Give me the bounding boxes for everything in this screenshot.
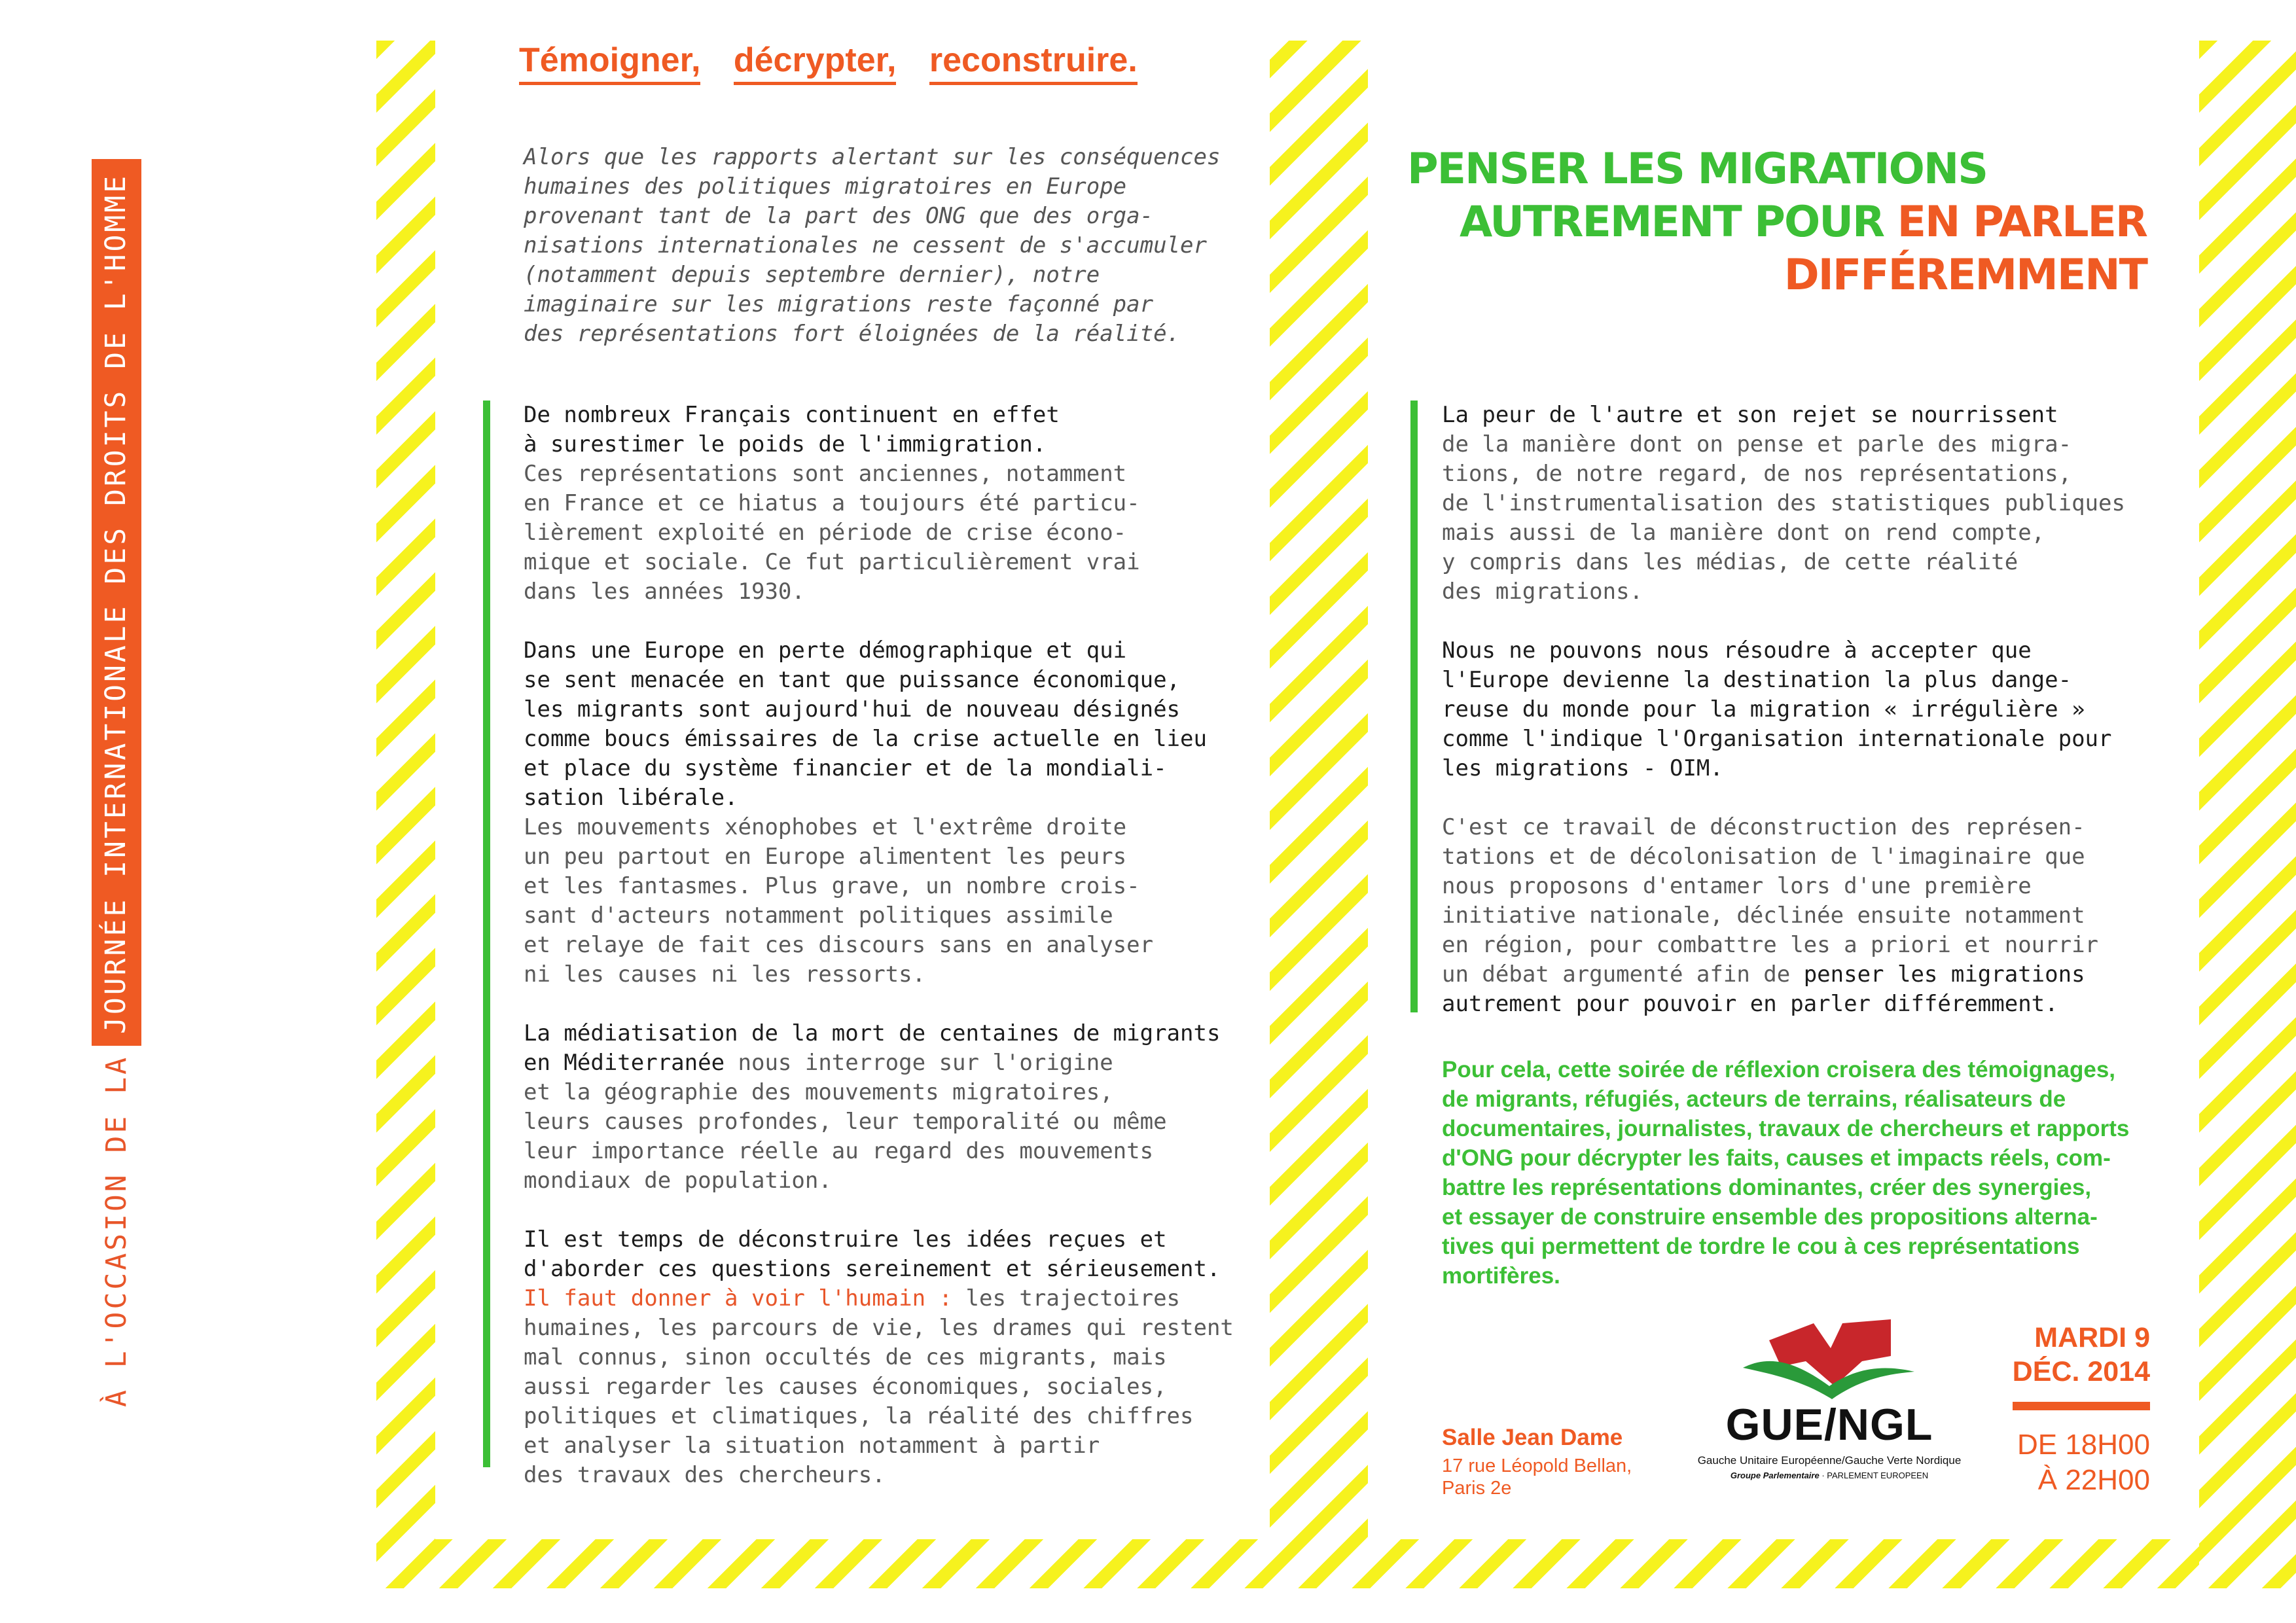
- event-date: [2013, 1321, 2150, 1498]
- event-time-to: À 22H00: [2037, 1464, 2150, 1496]
- right-column: [1410, 401, 2183, 1017]
- left-paragraph-2: [524, 636, 1250, 990]
- right-paragraph-1: [1442, 401, 2175, 607]
- left-p2-lead: Dans une Europe en perte démographique et qui se sent menacée en tant que puissance économique, les migrants sont aujourd'hui de nouveau désignés comme boucs émissaires de la crise actuelle en lieu et place du système financier et de la mondiali- sation libérale.: [524, 637, 1207, 811]
- left-p3-lead: La médiatisation de la mort de centaines de migrants en Méditerranée: [524, 1020, 1221, 1076]
- event-day: MARDI 9: [2034, 1322, 2150, 1353]
- left-paragraph-4: [524, 1225, 1250, 1490]
- gue-ngl-logo: [1672, 1315, 1986, 1482]
- left-green-bar: [483, 401, 490, 1467]
- left-paragraph-3: [524, 1019, 1250, 1196]
- tagline-word: décrypter,: [734, 41, 897, 85]
- right-paragraph-3: [1442, 813, 2175, 1019]
- left-column: [483, 401, 1255, 1488]
- right-p3-body: C'est ce travail de déconstruction des représen- tations et de décolonisation de l'imaginaire que nous proposons d'entamer lors d'une première initiative nationale, déclinée ensuite notamment en région, pour combattre les a priori et nourrir un débat argumenté afin de: [1442, 814, 2099, 988]
- date-divider: [2013, 1402, 2150, 1410]
- side-title-highlight: JOURNÉE INTERNATIONALE DES DROITS DE L'HOMME: [92, 159, 141, 1046]
- book-logo-icon: [1743, 1315, 1916, 1400]
- logo-group-line: [1672, 1471, 1986, 1480]
- left-p3-body: nous interroge sur l'origine et la géographie des mouvements migratoires, leurs causes profondes, leur temporalité ou même leur importance réelle au regard des mouvements mondiaux de population.: [524, 1050, 1167, 1194]
- logo-parliament: · PARLEMENT EUROPEEN: [1821, 1471, 1929, 1480]
- intro-paragraph: Alors que les rapports alertant sur les conséquences humaines des politiques migratoires en Europe provenant tant de la part des ONG que des orga- nisations internationales ne cessent de s'accumuler (notamment depuis septembre dernier), notre imaginaire sur les migrations reste façonné par des représentations fort éloignées de la réalité.: [524, 144, 1221, 347]
- side-title: [92, 159, 141, 1407]
- right-p3-lead: penser les migrations autrement pour pouvoir en parler différemment.: [1442, 961, 2085, 1017]
- tagline-word: Témoigner,: [519, 41, 700, 85]
- right-stripe-band: [2199, 41, 2296, 1588]
- side-title-prefix: À L'OCCASION DE LA: [100, 1055, 133, 1407]
- right-p2-lead: Nous ne pouvons nous résoudre à accepter que l'Europe devienne la destination la plus dange- reuse du monde pour la migration « irrégulière » comme l'indique l'Organisation internationale pour les migrations - OIM.: [1442, 637, 2112, 781]
- event-description: Pour cela, cette soirée de réflexion croisera des témoignages, de migrants, réfugiés, acteurs de terrains, réalisateurs de documentaires, journalistes, travaux de chercheurs et rapports d'ONG pour décrypter les faits, causes et impacts réels, com- battre les représentations dominantes, créer des synergies, et essayer de construire ensemble des propositions alterna- tives qui permettent de tordre le cou à ces représentations mortifères.: [1442, 1057, 2130, 1289]
- left-p2-body: Les mouvements xénophobes et l'extrême droite un peu partout en Europe alimentent les peurs et les fantasmes. Plus grave, un nombre crois- sant d'acteurs notamment politiques assimile et relaye de fait ces discours sans en analyser ni les causes ni les ressorts.: [524, 814, 1154, 988]
- left-p4-lead: Il est temps de déconstruire les idées reçues et d'aborder ces questions sereinement et sérieusement.: [524, 1226, 1221, 1282]
- tagline: [519, 41, 1138, 85]
- left-p1-lead: De nombreux Français continuent en effet à surestimer le poids de l'immigration.: [524, 402, 1060, 457]
- headline-line-1: PENSER LES MIGRATIONS: [1407, 145, 1988, 194]
- logo-subtitle: Gauche Unitaire Européenne/Gauche Verte Nordique: [1697, 1454, 1962, 1467]
- venue-name: Salle Jean Dame: [1442, 1425, 1623, 1450]
- right-paragraph-2: [1442, 636, 2175, 783]
- left-p1-body: Ces représentations sont anciennes, notamment en France et ce hiatus a toujours été particu- lièrement exploité en période de crise écono- mique et sociale. Ce fut particulièrement vrai dans les années 1930.: [524, 461, 1140, 605]
- venue-address: 17 rue Léopold Bellan, Paris 2e: [1442, 1455, 1632, 1499]
- headline-line-3: DIFFÉREMMENT: [1784, 251, 2147, 300]
- right-green-bar: [1410, 401, 1418, 1012]
- headline-line-2-green: AUTREMENT POUR: [1459, 198, 1897, 247]
- left-paragraph-1: [524, 401, 1250, 607]
- venue: [1442, 1425, 1632, 1499]
- left-p4-body: les trajectoires humaines, les parcours de vie, les drames qui restent mal connus, sinon occultés de ces migrants, mais aussi regarder les causes économiques, sociales, politiques et climatiques, la réalité des chiffres et analyser la situation notamment à partir des travaux des chercheurs.: [524, 1285, 1234, 1488]
- headline-line-2-orange: EN PARLER: [1897, 198, 2147, 247]
- event-month: DÉC. 2014: [2012, 1356, 2150, 1387]
- logo-group: Groupe Parlementaire: [1730, 1471, 1820, 1480]
- right-p1-body: de la manière dont on pense et parle des migra- tions, de notre regard, de nos représentations, de l'instrumentalisation des statistiques publiques mais aussi de la manière dont on rend compte, y compris dans les médias, de cette réalité des migrations.: [1442, 431, 2125, 605]
- logo-name: GUE/NGL: [1725, 1400, 1933, 1450]
- tagline-word: reconstruire.: [929, 41, 1138, 85]
- left-p4-highlight: Il faut donner à voir l'humain :: [524, 1285, 953, 1311]
- headline-line-2: [1407, 196, 2147, 249]
- headline: [1407, 143, 2147, 302]
- right-p1-lead: La peur de l'autre et son rejet se nourrissent: [1442, 402, 2058, 428]
- event-time-from: DE 18H00: [2017, 1429, 2150, 1461]
